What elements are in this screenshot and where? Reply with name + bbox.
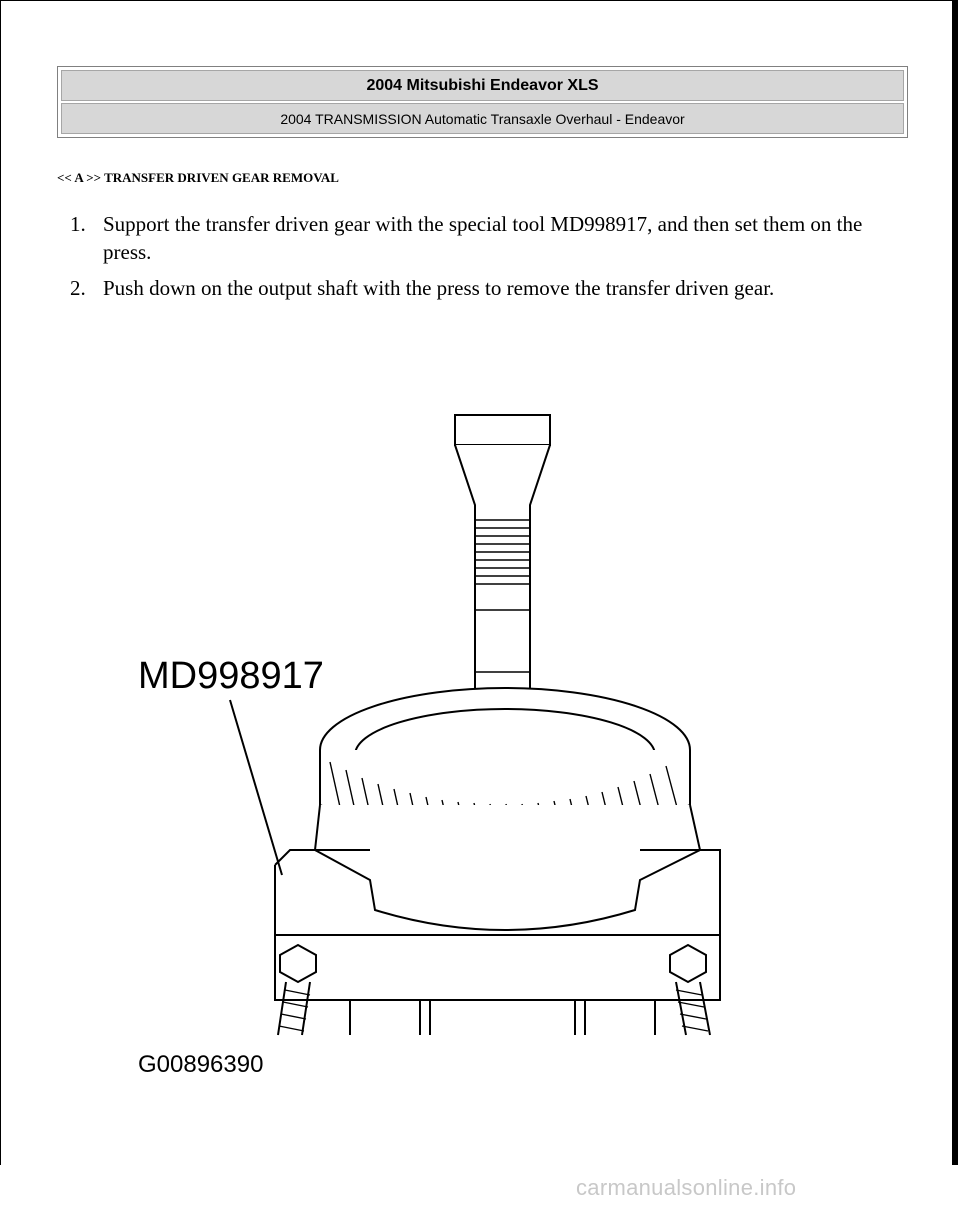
shaft-top (455, 415, 550, 445)
page-right-rule (952, 0, 958, 1165)
document-header (57, 66, 908, 138)
special-tool-block (275, 935, 720, 1000)
illustration-svg (130, 410, 740, 1085)
step-text: Push down on the output shaft with the press to remove the transfer driven gear. (103, 276, 775, 300)
figure-id: G00896390 (138, 1051, 264, 1078)
gear-removal-illustration (130, 410, 740, 1085)
step-item (70, 210, 900, 266)
tool-label: MD998917 (138, 655, 324, 697)
tool-leader-line (230, 700, 282, 875)
footer-watermark: carmanualsonline.info (576, 1175, 797, 1200)
procedure-steps (70, 210, 900, 310)
step-number: 2. (70, 276, 86, 300)
tool-legs (350, 1000, 655, 1035)
section-heading: << A >> TRANSFER DRIVEN GEAR REMOVAL (57, 170, 339, 185)
step-number: 1. (70, 212, 86, 236)
step-item (70, 274, 900, 302)
header-subtitle-row (61, 103, 904, 134)
header-title: 2004 Mitsubishi Endeavor XLS (366, 76, 599, 94)
header-title-row (61, 70, 904, 101)
step-text: Support the transfer driven gear with the special tool MD998917, and then set them on the press. (103, 212, 863, 264)
header-subtitle: 2004 TRANSMISSION Automatic Transaxle Overhaul - Endeavor (280, 110, 685, 127)
